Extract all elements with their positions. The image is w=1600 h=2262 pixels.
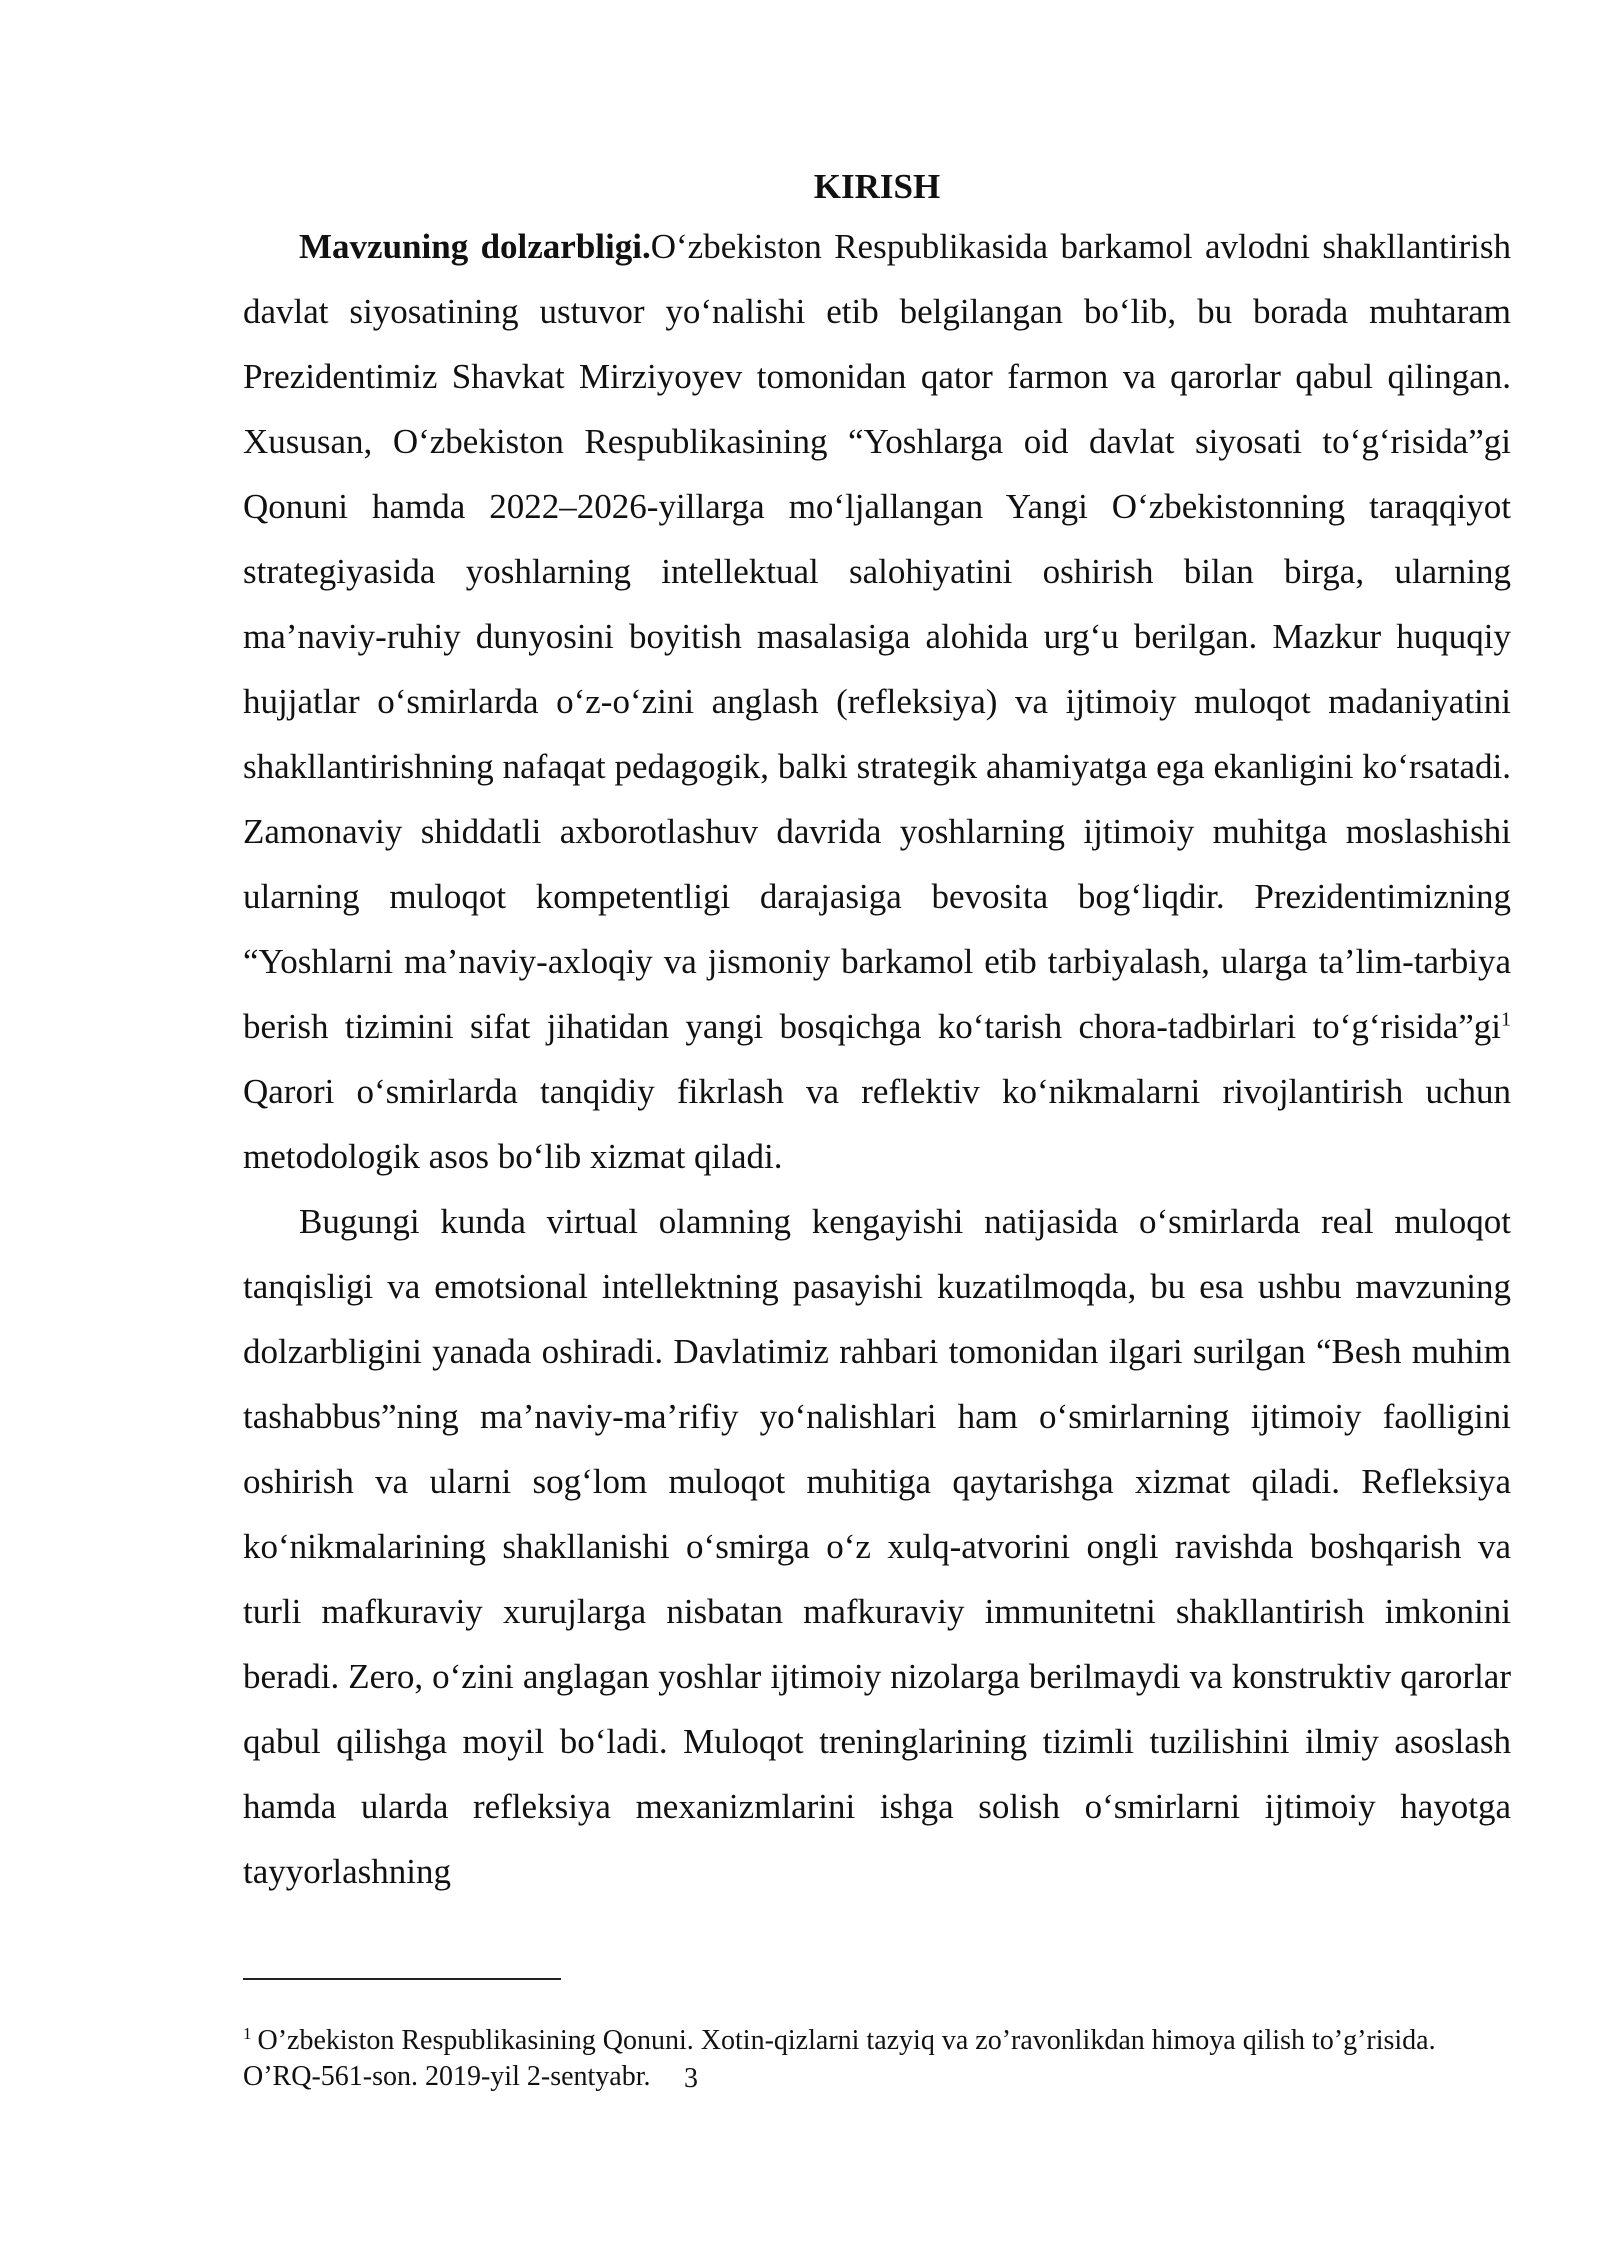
section-heading: KIRISH [813,167,941,206]
footnote-separator [243,1978,561,1980]
page-body [243,160,1511,1904]
paragraph-text-continued: Qarori o‘smirlarda tanqidiy fikrlash va reflektiv ko‘nikmalarni rivojlantirish uchun metodologik asos bo‘lib xizmat qiladi. [243,1072,1511,1176]
paragraph-second: Bugungi kunda virtual olamning kengayishi natijasida o‘smirlarda real muloqot tanqisligi va emotsional intellektning pasayishi kuzatilmoqda, bu esa ushbu mavzuning dolzarbligini yanada oshiradi. Davlatimiz rahbari tomonidan ilgari surilgan “Besh muhim tashabbus”ning ma’naviy-ma’rifiy yo‘nalishlari ham o‘smirlarning ijtimoiy faolligini oshirish va ularni sog‘lom muloqot muhitiga qaytarishga xizmat qiladi. Refleksiya ko‘nikmalarining shakllanishi o‘smirga o‘z xulq-atvorini ongli ravishda boshqarish va turli mafkuraviy xurujlarga nisbatan mafkuraviy immunitetni shakllantirish imkonini beradi. Zero, o‘zini anglagan yoshlar ijtimoiy nizolarga berilmaydi va konstruktiv qarorlar qabul qilishga moyil bo‘ladi. Muloqot treninglarining tizimli tuzilishini ilmiy asoslash hamda ularda refleksiya mexanizmlarini ishga solish o‘smirlarni ijtimoiy hayotga tayyorlashning [243,1202,1511,1891]
footnote-reference: 1 [1501,1008,1511,1031]
paragraph-relevance [243,214,1511,1189]
footnote-number: 1 [243,2023,252,2043]
footnote-text: O’zbekiston Respublikasining Qonuni. Xotin-qizlarni tazyiq va zo’ravonlikdan himoya qilish to’g’risida. O’RQ-561-son. 2019-yil 2-sentyabr. [243,2025,1436,2092]
page-number: 3 [684,2063,698,2094]
paragraph-text: O‘zbekiston Respublikasida barkamol avlodni shakllantirish davlat siyosatining ustuvor yo‘nalishi etib belgilangan bo‘lib, bu borada muhtaram Prezidentimiz Shavkat Mirziyoyev tomonidan qator farmon va qarorlar qabul qilingan. Xususan, O‘zbekiston Respublikasining “Yoshlarga oid davlat siyosati to‘g‘risida”gi Qonuni hamda 2022–2026-yillarga mo‘ljallangan Yangi O‘zbekistonning taraqqiyot strategiyasida yoshlarning intellektual salohiyatini oshirish bilan birga, ularning ma’naviy-ruhiy dunyosini boyitish masalasiga alohida urg‘u berilgan. Mazkur huquqiy hujjatlar o‘smirlarda o‘z-o‘zini anglash (refleksiya) va ijtimoiy muloqot madaniyatini shakllantirishning nafaqat pedagogik, balki strategik ahamiyatga ega ekanligini ko‘rsatadi. Zamonaviy shiddatli axborotlashuv davrida yoshlarning ijtimoiy muhitga moslashishi ularning muloqot kompetentligi darajasiga bevosita bog‘liqdir. Prezidentimizning “Yoshlarni ma’naviy-axloqiy va jismoniy barkamol etib tarbiyalash, ularga ta’lim-tarbiya berish tizimini sifat jihatidan yangi bosqichga ko‘tarish chora-tadbirlari to‘g‘risida”gi [243,227,1511,1046]
paragraph-lead: Mavzuning dolzarbligi. [299,227,651,266]
